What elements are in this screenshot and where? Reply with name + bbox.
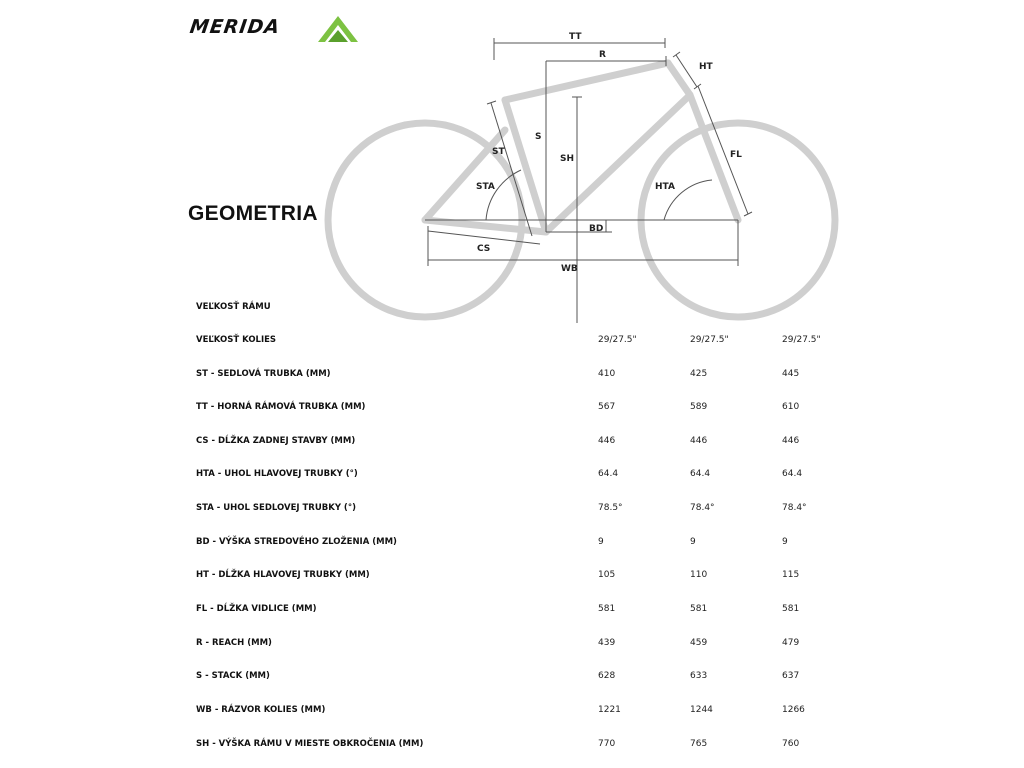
cell-size-3: 29/27.5" — [782, 335, 821, 345]
cell-size-3: 610 — [782, 402, 800, 412]
table-row — [0, 436, 1024, 456]
cell-size-2: 9 — [690, 537, 696, 547]
cell-size-1: 105 — [598, 570, 616, 580]
label-sh: SH — [560, 154, 575, 164]
table-row — [0, 369, 1024, 389]
row-label: VEĽKOSŤ KOLIES — [196, 335, 277, 345]
cell-size-1: 770 — [598, 739, 616, 749]
cell-size-1: 446 — [598, 436, 616, 446]
cell-size-3: 446 — [782, 436, 800, 446]
head-tube — [668, 63, 690, 95]
cell-size-3: 760 — [782, 739, 800, 749]
cell-size-2: 581 — [690, 604, 708, 614]
table-row — [0, 671, 1024, 691]
cell-size-2: 459 — [690, 638, 708, 648]
table-row — [0, 469, 1024, 489]
label-fl: FL — [730, 150, 742, 160]
seat-stay — [425, 130, 505, 220]
row-label: CS - DĹŽKA ZADNEJ STAVBY (MM) — [196, 436, 356, 446]
table-row — [0, 537, 1024, 557]
label-wb: WB — [561, 264, 578, 274]
row-label: STA - UHOL SEDLOVEJ TRUBKY (°) — [196, 503, 356, 513]
cell-size-3: 78.4° — [782, 503, 807, 513]
row-label: TT - HORNÁ RÁMOVÁ TRUBKA (MM) — [196, 402, 366, 412]
cell-size-2: 78.4° — [690, 503, 715, 513]
cell-size-2: 425 — [690, 369, 708, 379]
cell-size-3: 581 — [782, 604, 800, 614]
label-s: S — [535, 132, 542, 142]
row-label: BD - VÝŠKA STREDOVÉHO ZLOŽENIA (MM) — [196, 537, 397, 547]
label-cs: CS — [477, 244, 491, 254]
cell-size-1: 1221 — [598, 705, 621, 715]
table-row — [0, 604, 1024, 624]
label-r: R — [599, 50, 606, 60]
cell-size-1: 78.5° — [598, 503, 623, 513]
row-label: R - REACH (MM) — [196, 638, 272, 648]
label-sta: STA — [476, 182, 495, 192]
table-row — [0, 402, 1024, 422]
cell-size-2: 1244 — [690, 705, 713, 715]
cell-size-2: 589 — [690, 402, 708, 412]
seat-tube — [505, 100, 546, 232]
cell-size-3: 445 — [782, 369, 800, 379]
cell-size-3: 9 — [782, 537, 788, 547]
cell-size-1: 628 — [598, 671, 616, 681]
cell-size-3: 115 — [782, 570, 800, 580]
cell-size-2: 110 — [690, 570, 708, 580]
cell-size-2: 446 — [690, 436, 708, 446]
cell-size-1: 64.4 — [598, 469, 619, 479]
table-row — [0, 739, 1024, 759]
cell-size-1: 410 — [598, 369, 616, 379]
label-bd: BD — [589, 224, 604, 234]
row-label: HT - DĹŽKA HLAVOVEJ TRUBKY (MM) — [196, 570, 370, 580]
cell-size-1: 29/27.5" — [598, 335, 637, 345]
page-title: GEOMETRIA — [188, 202, 318, 225]
row-label: FL - DĹŽKA VIDLICE (MM) — [196, 604, 317, 614]
cell-size-3: 64.4 — [782, 469, 803, 479]
cell-size-2: 633 — [690, 671, 708, 681]
table-row — [0, 705, 1024, 725]
row-label: HTA - UHOL HLAVOVEJ TRUBKY (°) — [196, 469, 358, 479]
cell-size-2: 29/27.5" — [690, 335, 729, 345]
cell-size-1: 9 — [598, 537, 604, 547]
label-tt: TT — [569, 32, 582, 42]
cell-size-3: 637 — [782, 671, 800, 681]
row-label: WB - RÁZVOR KOLIES (MM) — [196, 705, 326, 715]
cell-size-3: 1266 — [782, 705, 805, 715]
cell-size-1: 567 — [598, 402, 616, 412]
row-label: ST - SEDLOVÁ TRUBKA (MM) — [196, 369, 331, 379]
row-label: SH - VÝŠKA RÁMU V MIESTE OBKROČENIA (MM) — [196, 739, 424, 749]
cell-size-2: 64.4 — [690, 469, 711, 479]
table-row — [0, 302, 1024, 322]
bike-frame — [425, 63, 738, 232]
cell-size-1: 581 — [598, 604, 616, 614]
cell-size-1: 439 — [598, 638, 616, 648]
row-label: S - STACK (MM) — [196, 671, 270, 681]
table-row — [0, 570, 1024, 590]
cell-size-3: 479 — [782, 638, 800, 648]
table-row — [0, 335, 1024, 355]
label-st: ST — [492, 147, 505, 157]
label-ht: HT — [699, 62, 713, 72]
geometry-diagram — [0, 0, 1024, 330]
table-row — [0, 638, 1024, 658]
table-row — [0, 503, 1024, 523]
label-hta: HTA — [655, 182, 675, 192]
brand-name: MERIDA — [188, 16, 282, 38]
cell-size-2: 765 — [690, 739, 708, 749]
top-tube — [505, 63, 668, 100]
row-label: VEĽKOSŤ RÁMU — [196, 302, 271, 312]
